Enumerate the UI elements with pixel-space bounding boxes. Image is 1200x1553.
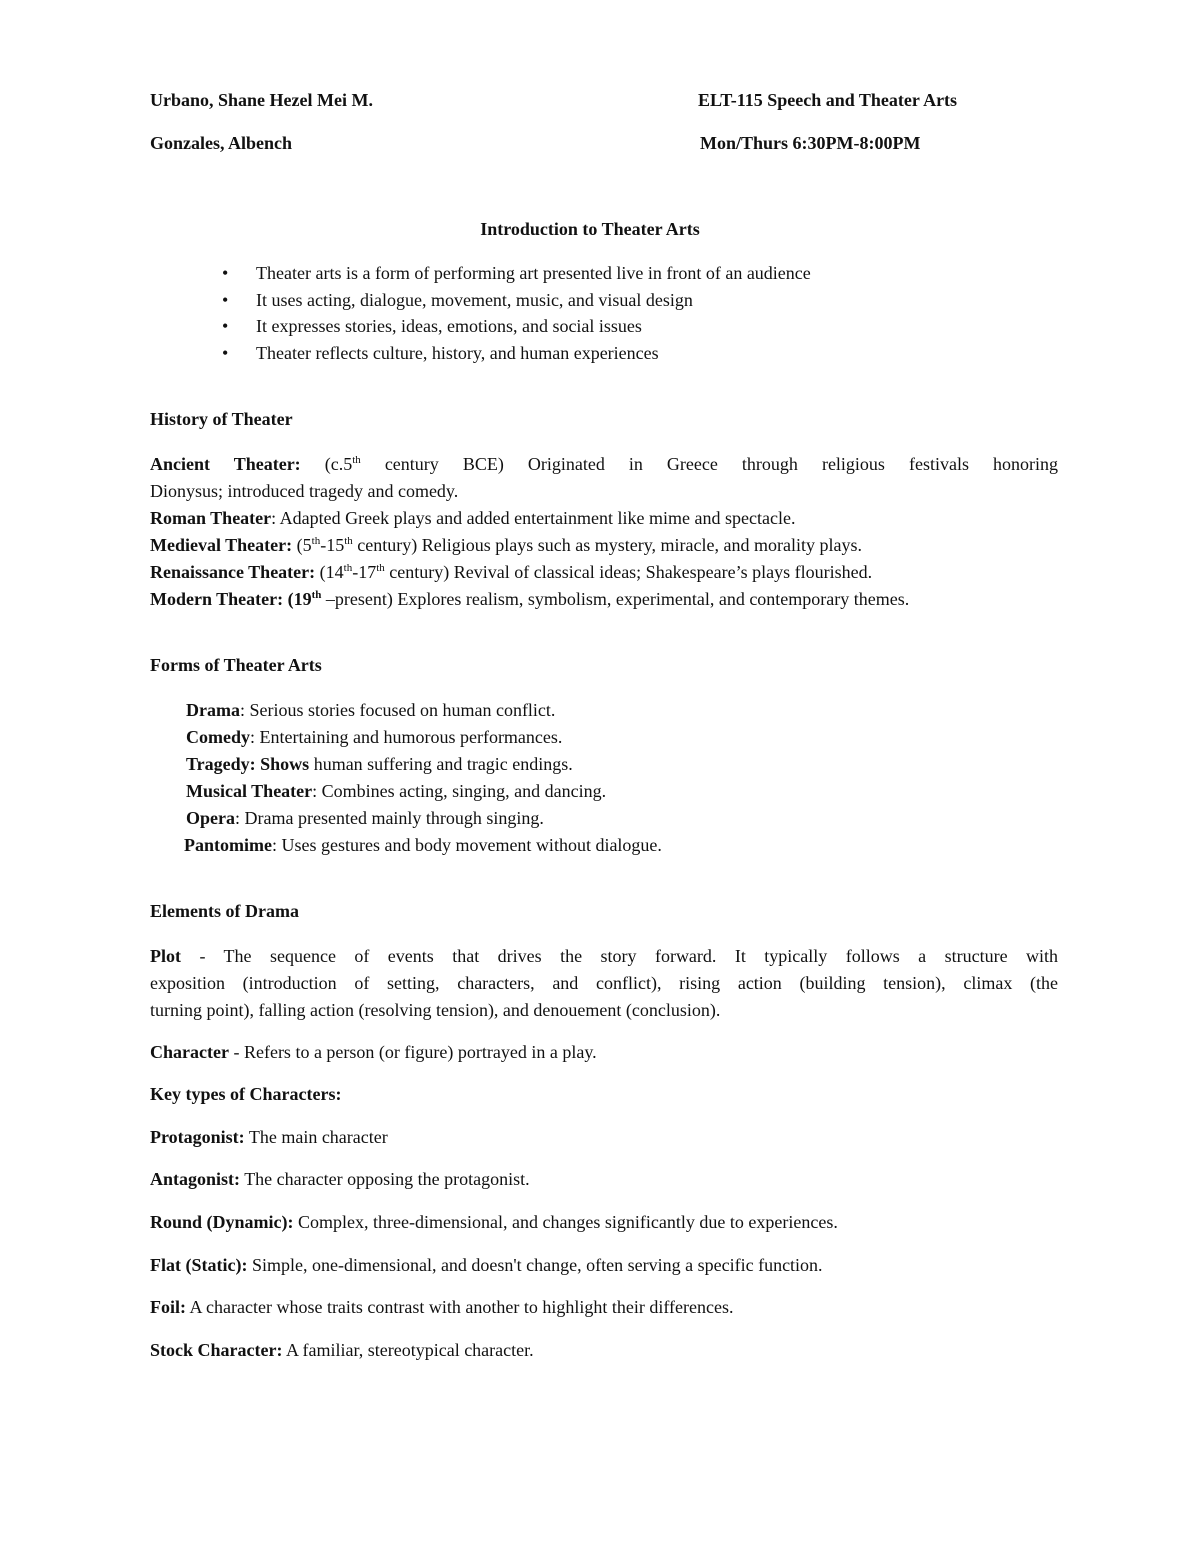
character-type-round: Round (Dynamic): Complex, three-dimensional, and changes significantly due to experiences. xyxy=(150,1212,838,1232)
section-title-intro: Introduction to Theater Arts xyxy=(480,219,700,239)
character-type-protagonist: Protagonist: The main character xyxy=(150,1127,388,1147)
class-schedule: Mon/Thurs 6:30PM-8:00PM xyxy=(700,133,921,153)
list-item: • It uses acting, dialogue, movement, music, and visual design xyxy=(222,287,811,314)
list-item: Musical Theater: Combines acting, singing, and dancing. xyxy=(186,781,607,801)
history-modern: Modern Theater: (19th –present) Explores realism, symbolism, experimental, and contemporary themes. xyxy=(150,589,910,609)
author-name-1: Urbano, Shane Hezel Mei M. xyxy=(150,90,373,110)
course-title: ELT-115 Speech and Theater Arts xyxy=(698,90,958,110)
bullet-icon: • xyxy=(222,263,229,283)
character-type-flat: Flat (Static): Simple, one-dimensional, and doesn't change, often serving a specific function. xyxy=(150,1255,823,1275)
list-item: • Theater arts is a form of performing art presented live in front of an audience xyxy=(222,260,811,287)
bullet-icon: • xyxy=(222,342,229,363)
character-type-foil: Foil: A character whose traits contrast with another to highlight their differences. xyxy=(150,1297,734,1317)
section-heading-forms: Forms of Theater Arts xyxy=(150,655,322,675)
forms-list xyxy=(186,697,662,859)
character-type-stock: Stock Character: A familiar, stereotypical character. xyxy=(150,1340,534,1360)
character-definition: Character - Refers to a person (or figure) portrayed in a play. xyxy=(150,1042,597,1062)
history-ancient-line2: Dionysus; introduced tragedy and comedy. xyxy=(150,481,459,501)
plot-line3: turning point), falling action (resolving tension), and denouement (conclusion). xyxy=(150,1000,721,1020)
history-ancient-line1: Ancient Theater: (c.5th century BCE) Originated in Greece through religious festivals honoring xyxy=(150,454,1058,474)
character-type-antagonist: Antagonist: The character opposing the protagonist. xyxy=(150,1169,530,1189)
list-item: Drama: Serious stories focused on human conflict. xyxy=(186,700,556,720)
history-medieval: Medieval Theater: (5th-15th century) Religious plays such as mystery, miracle, and morality plays. xyxy=(150,535,862,555)
plot-line1: Plot - The sequence of events that drives the story forward. It typically follows a structure with xyxy=(150,946,1058,966)
plot-line2: exposition (introduction of setting, characters, and conflict), rising action (building tension), climax (the xyxy=(150,973,1058,993)
list-item: Pantomime: Uses gestures and body movement without dialogue. xyxy=(184,835,662,855)
list-item: Comedy: Entertaining and humorous performances. xyxy=(186,727,563,747)
list-item: Opera: Drama presented mainly through singing. xyxy=(186,808,544,828)
bullet-icon: • xyxy=(222,316,229,336)
history-renaissance: Renaissance Theater: (14th-17th century) Revival of classical ideas; Shakespeare’s plays flourished. xyxy=(150,562,873,582)
section-heading-history: History of Theater xyxy=(150,409,293,429)
list-item: • Theater reflects culture, history, and human experiences xyxy=(222,340,811,367)
section-heading-elements: Elements of Drama xyxy=(150,901,299,921)
list-item: • It expresses stories, ideas, emotions, and social issues xyxy=(222,313,811,340)
intro-bullet-list xyxy=(222,260,811,366)
history-roman: Roman Theater: Adapted Greek plays and added entertainment like mime and spectacle. xyxy=(150,508,796,528)
list-item: Tragedy: Shows human suffering and tragic endings. xyxy=(186,754,573,774)
author-name-2: Gonzales, Albench xyxy=(150,133,293,153)
bullet-icon: • xyxy=(222,289,229,310)
key-types-heading: Key types of Characters: xyxy=(150,1084,342,1104)
